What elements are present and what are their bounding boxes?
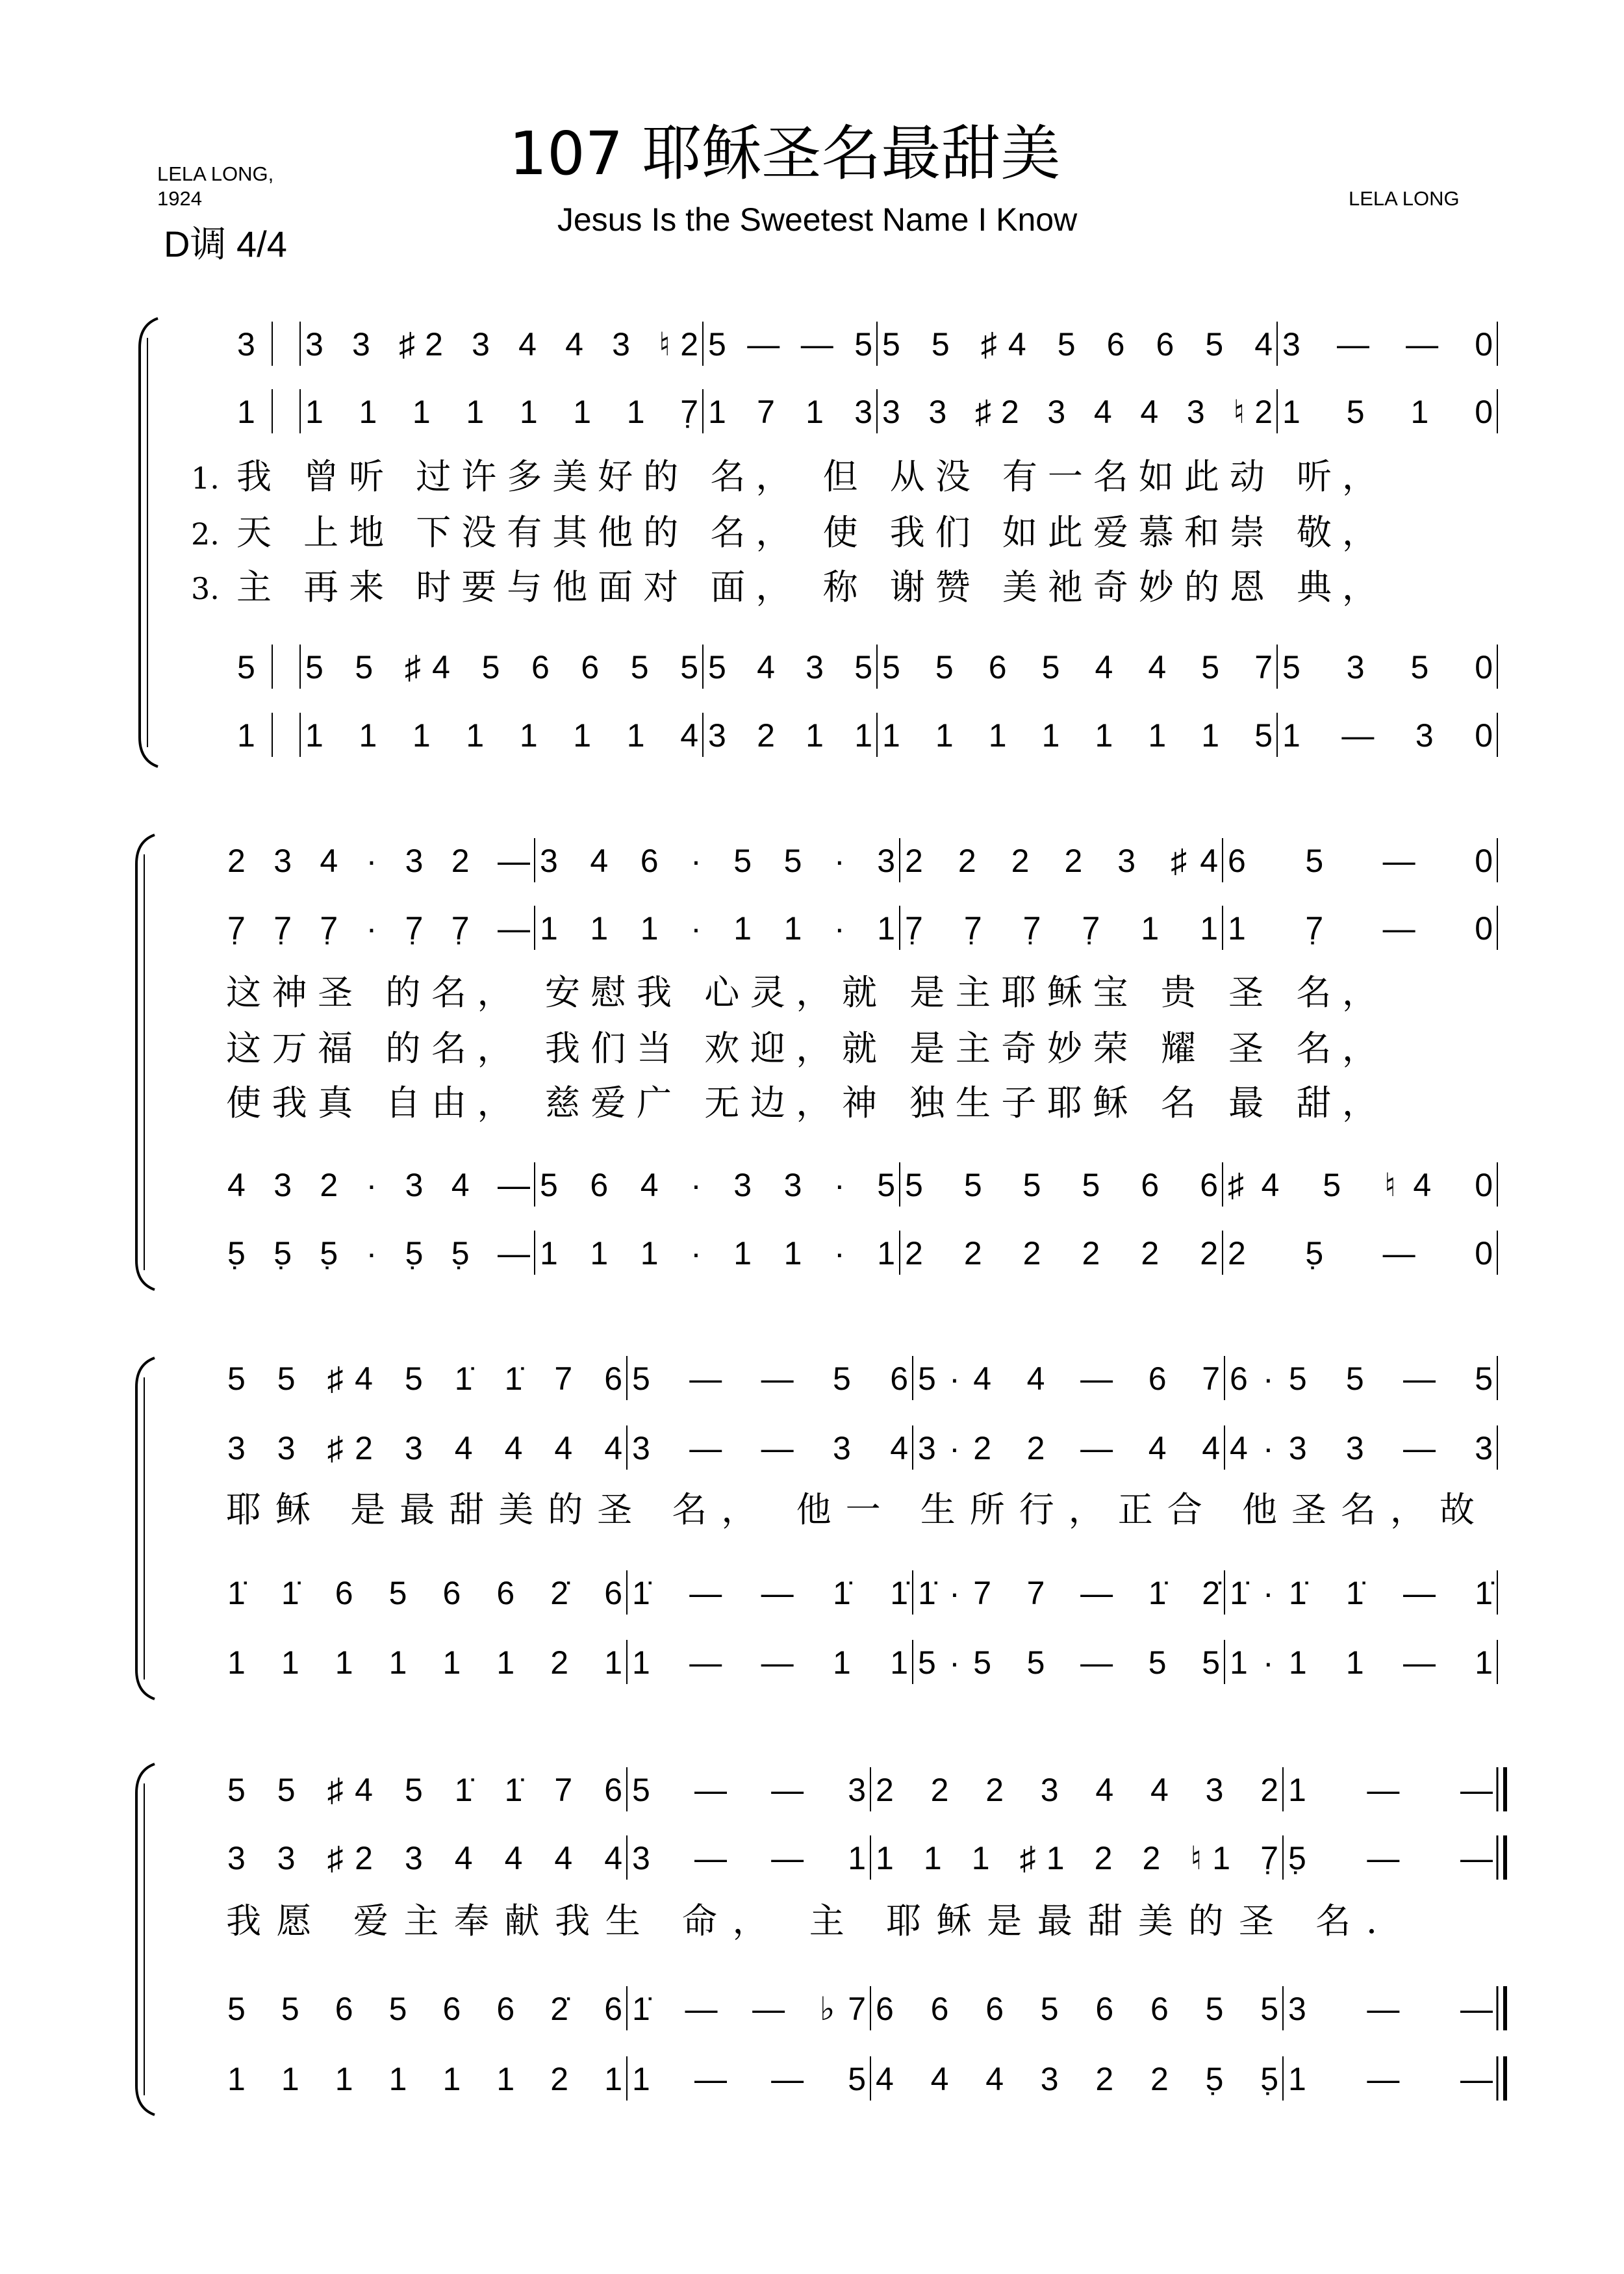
- measure-soprano: 2 3 4 · 3 2 —: [227, 843, 530, 879]
- measure-tenor: 1̇·1̇ 1̇ — 1̇: [1230, 1575, 1493, 1611]
- lyricist-name: LELA LONG,: [157, 162, 274, 185]
- measure-soprano: 5 — — 5 6: [632, 1361, 908, 1397]
- system-bracket: [136, 835, 155, 1290]
- measure-bass: 1·1 1 — 1: [1230, 1644, 1493, 1681]
- composer-name: LELA LONG: [1349, 187, 1460, 210]
- measure-alto: 1 7 1 3: [708, 394, 872, 430]
- lyric-line: 我愿 爱主奉献我生 命， 主 耶稣是最甜美的圣 名.: [226, 1900, 1377, 1941]
- measure-tenor: 5 3 5 0: [1282, 649, 1493, 685]
- measure-alto: 3·2 2 — 4 4: [918, 1430, 1220, 1466]
- system-3: [136, 1356, 1497, 1699]
- measure-tenor: 1̇ — — ♭7: [632, 1991, 866, 2027]
- lyric-line: 耶稣 是最甜美的圣 名， 他一 生所行，正合 他圣名，故: [226, 1489, 1475, 1530]
- measure-alto: 4·3 3 — 3: [1230, 1430, 1493, 1466]
- verse-label: 3.: [191, 571, 220, 606]
- measure-bass: 4 4 4 3 2 2 5̣ 5̣: [876, 2061, 1278, 2097]
- measure-alto: 7̣ 7̣ 7̣ 7̣ 1 1: [905, 910, 1218, 947]
- verse-label: 2.: [191, 517, 220, 552]
- lyric-line: 这神圣 的名， 安慰我 心灵，就 是主耶稣宝 贵 圣 名，: [226, 972, 1377, 1013]
- measure-tenor: 5 4 3 5: [708, 649, 872, 685]
- lyricist-year: 1924: [157, 187, 202, 210]
- measure-soprano: 3 3 ♯2 3 4 4 3 ♮2: [305, 326, 698, 363]
- measure-soprano: 2 2 2 2 3 ♯4: [905, 843, 1218, 879]
- measure-tenor: 5 5 6 5 6 6 2̇ 6: [227, 1991, 622, 2027]
- system-bracket: [136, 1358, 155, 1699]
- measure-bass: 1 — — 5: [632, 2061, 866, 2097]
- lyric-line: 我 曾听 过许多美好的 名， 但 从没 有一名如此动 听，: [236, 456, 1377, 497]
- measure-bass: 2 5̣ — 0: [1228, 1235, 1493, 1271]
- measure-soprano: 1 — —: [1288, 1772, 1493, 1808]
- measure-tenor: 1̇ — — 1̇ 1̇: [632, 1575, 908, 1611]
- measure-bass: 1 1 1 1 1 1 1 4: [305, 717, 698, 754]
- measure-alto: 7̣ 7̣ 7̣ · 7̣ 7̣ —: [227, 910, 530, 947]
- measure-alto: 1 1 1 ♯1 2 2 ♮1 7̣: [876, 1840, 1278, 1876]
- measure-soprano: 5 — — 3: [632, 1772, 866, 1808]
- measure-bass: 1 1 1 1 1 1 1 5: [882, 717, 1273, 754]
- lyric-line: 使我真 自由， 慈爱广 无边，神 独生子耶稣 名 最 甜，: [226, 1082, 1377, 1123]
- hymn-title: 107 耶稣圣名最甜美: [509, 119, 1061, 188]
- system-2: [136, 835, 1497, 1290]
- lyric-line: 这万福 的名， 我们当 欢迎，就 是主奇妙荣 耀 圣 名，: [226, 1028, 1377, 1069]
- hymn-subtitle: Jesus Is the Sweetest Name I Know: [557, 201, 1078, 238]
- measure-alto: 3 3 ♯2 3 4 4 4 4: [227, 1430, 622, 1466]
- measure-alto: 1 5 1 0: [1282, 394, 1493, 430]
- measure-alto: 1 1 1 · 1 1 · 1: [540, 910, 895, 947]
- measure-alto: 3 — — 3 4: [632, 1430, 908, 1466]
- measure-tenor: 6 6 6 5 6 6 5 5: [876, 1991, 1278, 2027]
- measure-tenor: 5: [237, 649, 255, 685]
- measure-bass: 1 — 3 0: [1282, 717, 1493, 754]
- systems-layer: [136, 318, 1505, 2115]
- measure-soprano: 5·4 4 — 6 7: [918, 1361, 1220, 1397]
- measure-soprano: 5 — — 5: [708, 326, 872, 363]
- measure-bass: 1 — — 1 1: [632, 1644, 908, 1681]
- measure-bass: 5·5 5 — 5 5: [918, 1644, 1220, 1681]
- measure-alto: 3 3 ♯2 3 4 4 3 ♮2: [882, 394, 1273, 430]
- measure-bass: 3 2 1 1: [708, 717, 872, 754]
- measure-tenor: 1̇·7 7 — 1̇ 2̇: [918, 1575, 1220, 1611]
- measure-bass: 5̣ 5̣ 5̣ · 5̣ 5̣ —: [227, 1235, 530, 1271]
- measure-tenor: ♯4 5 ♮4 0: [1228, 1167, 1493, 1203]
- verse-label: 1.: [191, 461, 220, 496]
- measure-bass: 1: [237, 717, 255, 754]
- header: [157, 119, 1460, 264]
- measure-soprano: 5 5 ♯4 5 6 6 5 4: [882, 326, 1273, 363]
- measure-alto: 1: [237, 394, 255, 430]
- measure-bass: 1 1 1 1 1 1 2 1: [227, 1644, 622, 1681]
- measure-alto: 1 7̣ — 0: [1228, 910, 1493, 947]
- key-signature: D调 4/4: [164, 224, 287, 264]
- measure-alto: 3 3 ♯2 3 4 4 4 4: [227, 1840, 622, 1876]
- measure-bass: 1 — —: [1288, 2061, 1493, 2097]
- measure-bass: 1 1 1 1 1 1 2 1: [227, 2061, 622, 2097]
- measure-tenor: 5 5 6 5 4 4 5 7: [882, 649, 1273, 685]
- measure-alto: 5̣ — —: [1288, 1840, 1493, 1876]
- measure-tenor: 5 5 5 5 6 6: [905, 1167, 1218, 1203]
- system-1: [140, 318, 1497, 767]
- lyric-line: 主 再来 时要与他面对 面， 称 谢赞 美祂奇妙的恩 典，: [236, 567, 1377, 607]
- system-bracket: [140, 318, 158, 767]
- measure-soprano: 3 4 6 · 5 5 · 3: [540, 843, 895, 879]
- measure-tenor: 3 — —: [1288, 1991, 1493, 2027]
- measure-bass: 2 2 2 2 2 2: [905, 1235, 1218, 1271]
- measure-tenor: 5 6 4 · 3 3 · 5: [540, 1167, 895, 1203]
- measure-alto: 3 — — 1: [632, 1840, 866, 1876]
- measure-tenor: 5 5 ♯4 5 6 6 5 5: [305, 649, 698, 685]
- measure-soprano: 3: [237, 326, 255, 363]
- measure-soprano: 6 5 — 0: [1228, 843, 1493, 879]
- system-4: [136, 1764, 1505, 2115]
- measure-soprano: 5 5 ♯4 5 1̇ 1̇ 7 6: [227, 1772, 622, 1808]
- measure-tenor: 1̇ 1̇ 6 5 6 6 2̇ 6: [227, 1575, 622, 1611]
- lyric-line: 天 上地 下没有其他的 名， 使 我们 如此爱慕和崇 敬，: [236, 512, 1377, 553]
- measure-alto: 1 1 1 1 1 1 1 7̣: [305, 394, 698, 430]
- measure-soprano: 6·5 5 — 5: [1230, 1361, 1493, 1397]
- measure-bass: 1 1 1 · 1 1 · 1: [540, 1235, 895, 1271]
- measure-tenor: 4 3 2 · 3 4 —: [227, 1167, 530, 1203]
- measure-soprano: 5 5 ♯4 5 1̇ 1̇ 7 6: [227, 1361, 622, 1397]
- measure-soprano: 2 2 2 3 4 4 3 2: [876, 1772, 1278, 1808]
- measure-soprano: 3 — — 0: [1282, 326, 1493, 363]
- system-bracket: [136, 1764, 155, 2115]
